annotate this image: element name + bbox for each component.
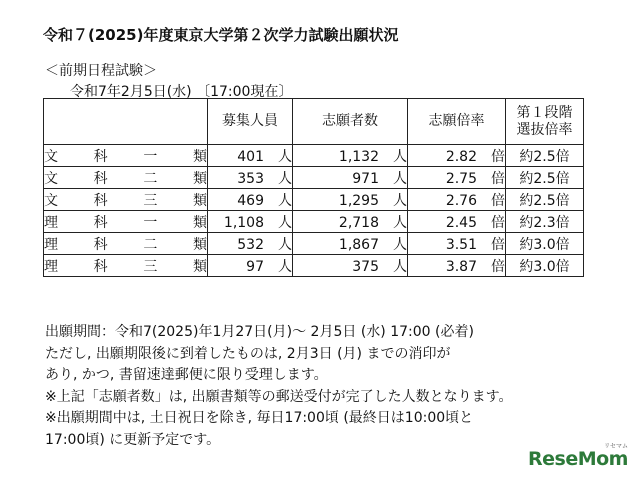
table-row xyxy=(44,145,584,167)
category-char: 文 xyxy=(44,192,58,209)
category-char: 二 xyxy=(143,236,158,253)
category-cell xyxy=(44,145,208,167)
header-applicants: 志願者数 xyxy=(293,99,408,145)
resemom-logo[interactable]: ReseMom xyxy=(528,448,628,470)
table-row xyxy=(44,233,584,255)
category-cell xyxy=(44,189,208,211)
category-char: 一 xyxy=(143,214,158,231)
category-char: 三 xyxy=(143,258,158,275)
applicants-cell: 1,295 人 xyxy=(293,189,408,211)
table-header-row xyxy=(44,99,584,145)
table-row xyxy=(44,189,584,211)
section-label: ＜前期日程試験＞ xyxy=(45,63,157,79)
table-row xyxy=(44,211,584,233)
capacity-cell: 401 人 xyxy=(208,145,293,167)
note-line: ※上記「志願者数」は, 出願書類等の郵送受付が完了した人数となります。 xyxy=(45,388,513,405)
header-selection: 第１段階 選抜倍率 xyxy=(506,99,584,145)
note-line: 17:00頃) に更新予定です。 xyxy=(45,431,221,448)
category-char: 一 xyxy=(143,148,158,165)
applicants-cell: 971 人 xyxy=(293,167,408,189)
capacity-cell: 1,108 人 xyxy=(208,211,293,233)
table-row xyxy=(44,255,584,277)
category-char: 科 xyxy=(93,192,108,209)
category-char: 類 xyxy=(192,258,207,275)
table-row xyxy=(44,167,584,189)
capacity-cell: 532 人 xyxy=(208,233,293,255)
applicants-cell: 2,718 人 xyxy=(293,211,408,233)
ratio-cell: 3.87 倍 xyxy=(408,255,506,277)
as-of-date: 令和7年2月5日(水) 〔17:00現在〕 xyxy=(70,84,293,100)
results-table xyxy=(43,98,584,277)
category-char: 文 xyxy=(44,148,58,165)
selection-ratio-cell: 約2.5倍 xyxy=(506,167,584,189)
category-char: 理 xyxy=(44,236,58,253)
header-ratio: 志願倍率 xyxy=(408,99,506,145)
category-char: 科 xyxy=(93,258,108,275)
header-category xyxy=(44,99,208,145)
category-char: 科 xyxy=(93,170,108,187)
ratio-cell: 2.45 倍 xyxy=(408,211,506,233)
ratio-cell: 2.82 倍 xyxy=(408,145,506,167)
category-char: 理 xyxy=(44,214,58,231)
notes xyxy=(45,322,513,451)
category-cell xyxy=(44,211,208,233)
category-char: 理 xyxy=(44,258,58,275)
category-cell xyxy=(44,233,208,255)
selection-ratio-cell: 約2.5倍 xyxy=(506,189,584,211)
category-char: 三 xyxy=(143,192,158,209)
logo-subtext: リセマム xyxy=(604,443,628,450)
category-char: 科 xyxy=(93,148,108,165)
category-cell xyxy=(44,255,208,277)
capacity-cell: 469 人 xyxy=(208,189,293,211)
category-char: 類 xyxy=(192,170,207,187)
note-line: 出願期間：令和7(2025)年1月27日(月)～ 2月5日 (水) 17:00 (必着) xyxy=(45,324,474,340)
header-capacity: 募集人員 xyxy=(208,99,293,145)
note-line: ※出願期間中は, 土日祝日を除き, 毎日17:00頃 (最終日は10:00頃と xyxy=(45,410,474,426)
ratio-cell: 2.75 倍 xyxy=(408,167,506,189)
page-title: 令和７(2025)年度東京大学第２次学力試験出願状況 xyxy=(43,26,399,44)
selection-ratio-cell: 約3.0倍 xyxy=(506,255,584,277)
applicants-cell: 1,867 人 xyxy=(293,233,408,255)
category-char: 科 xyxy=(93,236,108,253)
category-char: 文 xyxy=(44,170,58,187)
category-char: 類 xyxy=(192,236,207,253)
ratio-cell: 2.76 倍 xyxy=(408,189,506,211)
ratio-cell: 3.51 倍 xyxy=(408,233,506,255)
category-char: 二 xyxy=(143,170,158,187)
note-line: ただし, 出願期限後に到着したものは, 2月3日 (月) までの消印が xyxy=(45,345,451,362)
category-char: 科 xyxy=(93,214,108,231)
capacity-cell: 353 人 xyxy=(208,167,293,189)
note-line: あり, かつ, 書留速達郵便に限り受理します。 xyxy=(45,367,328,383)
capacity-cell: 97 人 xyxy=(208,255,293,277)
selection-ratio-cell: 約2.3倍 xyxy=(506,211,584,233)
applicants-cell: 375 人 xyxy=(293,255,408,277)
category-cell xyxy=(44,167,208,189)
selection-ratio-cell: 約2.5倍 xyxy=(506,145,584,167)
category-char: 類 xyxy=(192,148,207,165)
category-char: 類 xyxy=(192,192,207,209)
selection-ratio-cell: 約3.0倍 xyxy=(506,233,584,255)
applicants-cell: 1,132 人 xyxy=(293,145,408,167)
category-char: 類 xyxy=(192,214,207,231)
